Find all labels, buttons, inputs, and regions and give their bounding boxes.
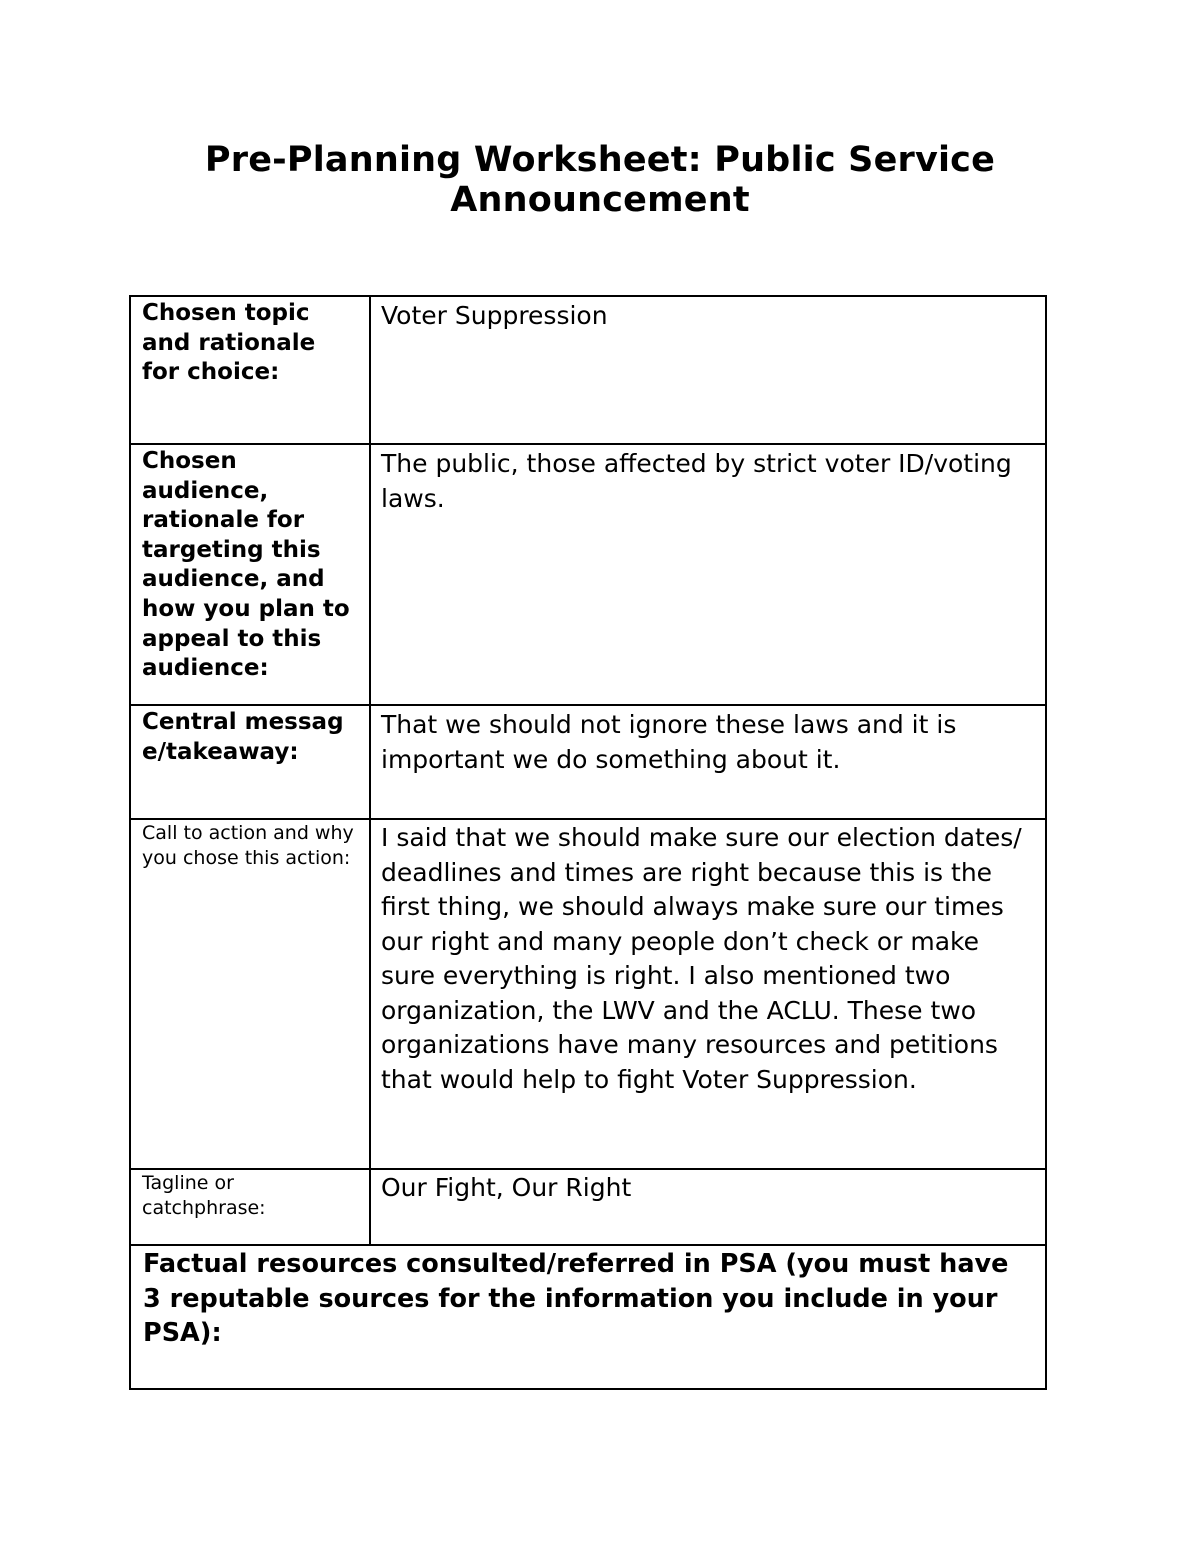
row-answer-cell[interactable] — [370, 705, 1046, 819]
row-answer-cell[interactable] — [370, 1169, 1046, 1245]
topic-answer[interactable]: Voter Suppression — [381, 301, 608, 330]
table-row — [130, 1169, 1046, 1245]
row-answer-cell[interactable] — [370, 296, 1046, 444]
row-label-cell — [130, 296, 370, 444]
title-line-2: Announcement — [450, 180, 750, 220]
title-line-1: Pre-Planning Worksheet: Public Service — [204, 140, 996, 180]
resources-cell[interactable] — [130, 1245, 1046, 1389]
topic-label: Chosen topic and rationale for choice: — [142, 300, 316, 386]
row-label-cell — [130, 444, 370, 705]
audience-answer[interactable]: The public, those affected by strict voter ID/voting laws. — [381, 449, 1012, 513]
page-title — [0, 140, 1200, 220]
table-row — [130, 296, 1046, 444]
tagline-label: Tagline or catchphrase: — [142, 1172, 266, 1219]
table-row — [130, 444, 1046, 705]
row-answer-cell[interactable] — [370, 819, 1046, 1169]
central-message-answer[interactable]: That we should not ignore these laws and it is important we do something about it. — [381, 710, 957, 774]
tagline-answer[interactable]: Our Fight, Our Right — [381, 1173, 632, 1202]
table-row — [130, 1245, 1046, 1389]
row-label-cell — [130, 1169, 370, 1245]
row-answer-cell[interactable] — [370, 444, 1046, 705]
central-message-label: Central message/takeaway: — [142, 709, 344, 765]
worksheet-table — [129, 295, 1047, 1390]
row-label-cell — [130, 819, 370, 1169]
table-row — [130, 705, 1046, 819]
call-to-action-label: Call to action and why you chose this action: — [142, 822, 354, 869]
call-to-action-answer[interactable]: I said that we should make sure our election dates/ deadlines and times are right because this is the first thing, we should always make sure our times our right and many people don’t check or make sure everything is right. I also mentioned two organization, the LWV and the ACLU. These two organizations have many resources and petitions that would help to fight Voter Suppression. — [381, 823, 1022, 1094]
resources-label: Factual resources consulted/referred in PSA (you must have 3 reputable sources for the information you include in your PSA): — [143, 1249, 1009, 1348]
row-label-cell — [130, 705, 370, 819]
audience-label: Chosen audience, rationale for targeting this audience, and how you plan to appeal to this audience: — [142, 448, 350, 682]
table-row — [130, 819, 1046, 1169]
